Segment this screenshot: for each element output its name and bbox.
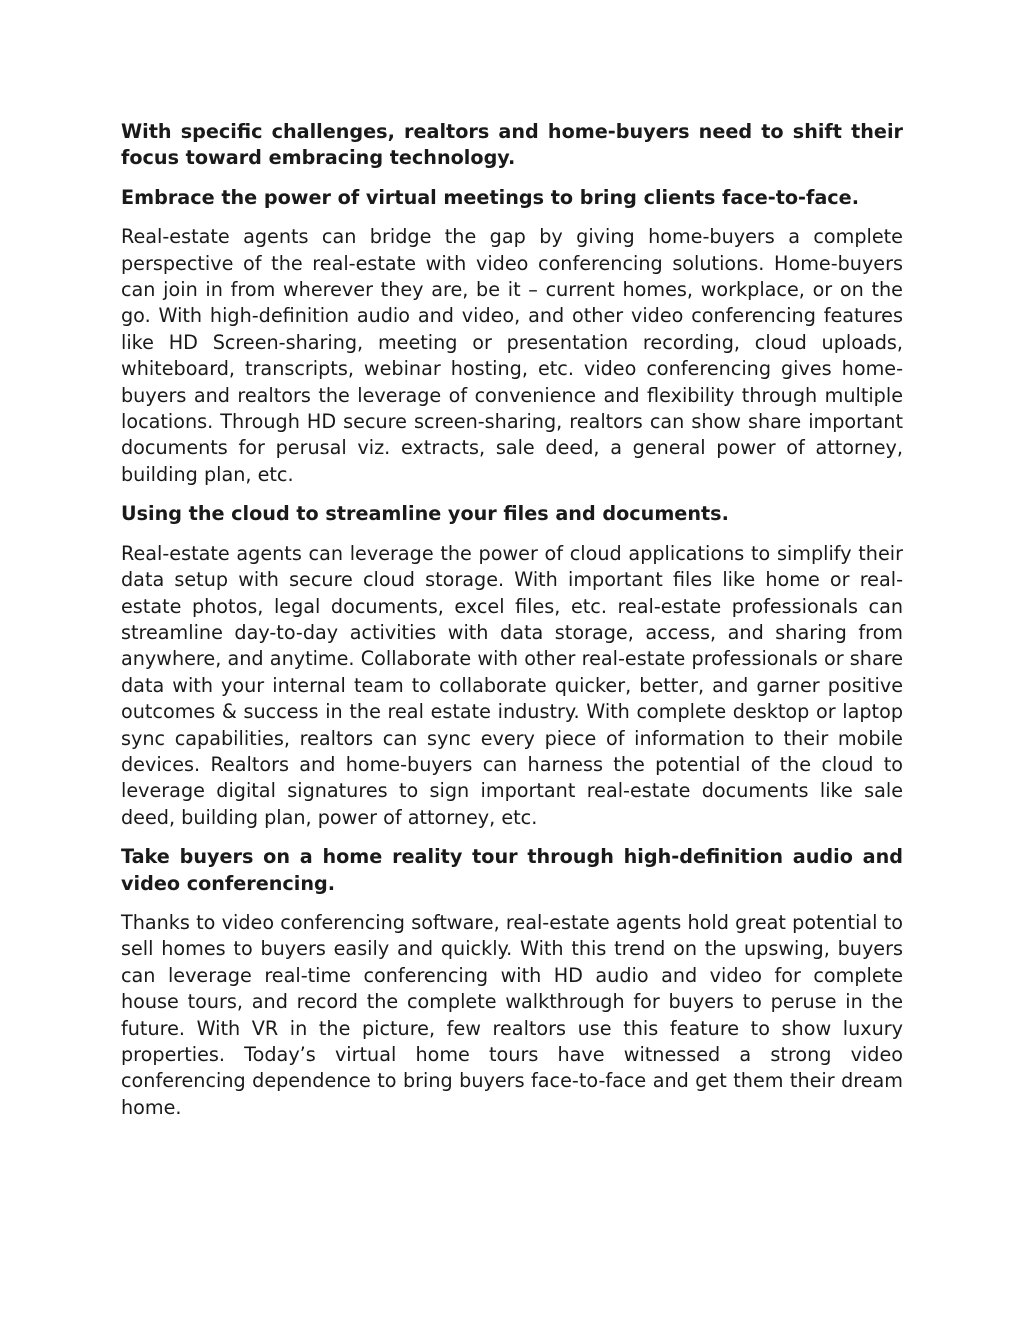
section-heading-virtual-meetings: Embrace the power of virtual meetings to bring clients face-to-face. (121, 185, 859, 209)
section-heading-home-tour: Take buyers on a home reality tour through high-definition audio and video conferencing. (121, 845, 903, 895)
document-page (121, 119, 903, 1134)
body-paragraph-virtual-meetings: Real-estate agents can bridge the gap by giving home-buyers a complete perspective of the real-estate with video conferencing solutions. Home-buyers can join in from wherever they are, be it – current homes, workplace, or on the go. With high-definition audio and video, and other video conferencing features like HD Screen-sharing, meeting or presentation recording, cloud uploads, whiteboard, transcripts, webinar hosting, etc. video conferencing gives home-buyers and realtors the leverage of convenience and flexibility through multiple locations. Through HD secure screen-sharing, realtors can show share important documents for perusal viz. extracts, sale deed, a general power of attorney, building plan, etc. (121, 225, 903, 486)
section-heading-cloud: Using the cloud to streamline your files and documents. (121, 502, 729, 526)
body-paragraph-home-tour: Thanks to video conferencing software, real-estate agents hold great potential to sell homes to buyers easily and quickly. With this trend on the upswing, buyers can leverage real-time conferencing with HD audio and video for complete house tours, and record the complete walkthrough for buyers to peruse in the future. With VR in the picture, few realtors use this feature to show luxury properties. Today’s virtual home tours have witnessed a strong video conferencing dependence to bring buyers face-to-face and get them their dream home. (121, 910, 903, 1119)
body-paragraph-cloud: Real-estate agents can leverage the power of cloud applications to simplify their data setup with secure cloud storage. With important files like home or real-estate photos, legal documents, excel files, etc. real-estate professionals can streamline day-to-day activities with data storage, access, and sharing from anywhere, and anytime. Collaborate with other real-estate professionals or share data with your internal team to collaborate quicker, better, and garner positive outcomes & success in the real estate industry. With complete desktop or laptop sync capabilities, realtors can sync every piece of information to their mobile devices. Realtors and home-buyers can harness the potential of the cloud to leverage digital signatures to sign important real-estate documents like sale deed, building plan, power of attorney, etc. (121, 541, 903, 829)
intro-heading: With specific challenges, realtors and home-buyers need to shift their focus toward embracing technology. (121, 120, 903, 170)
